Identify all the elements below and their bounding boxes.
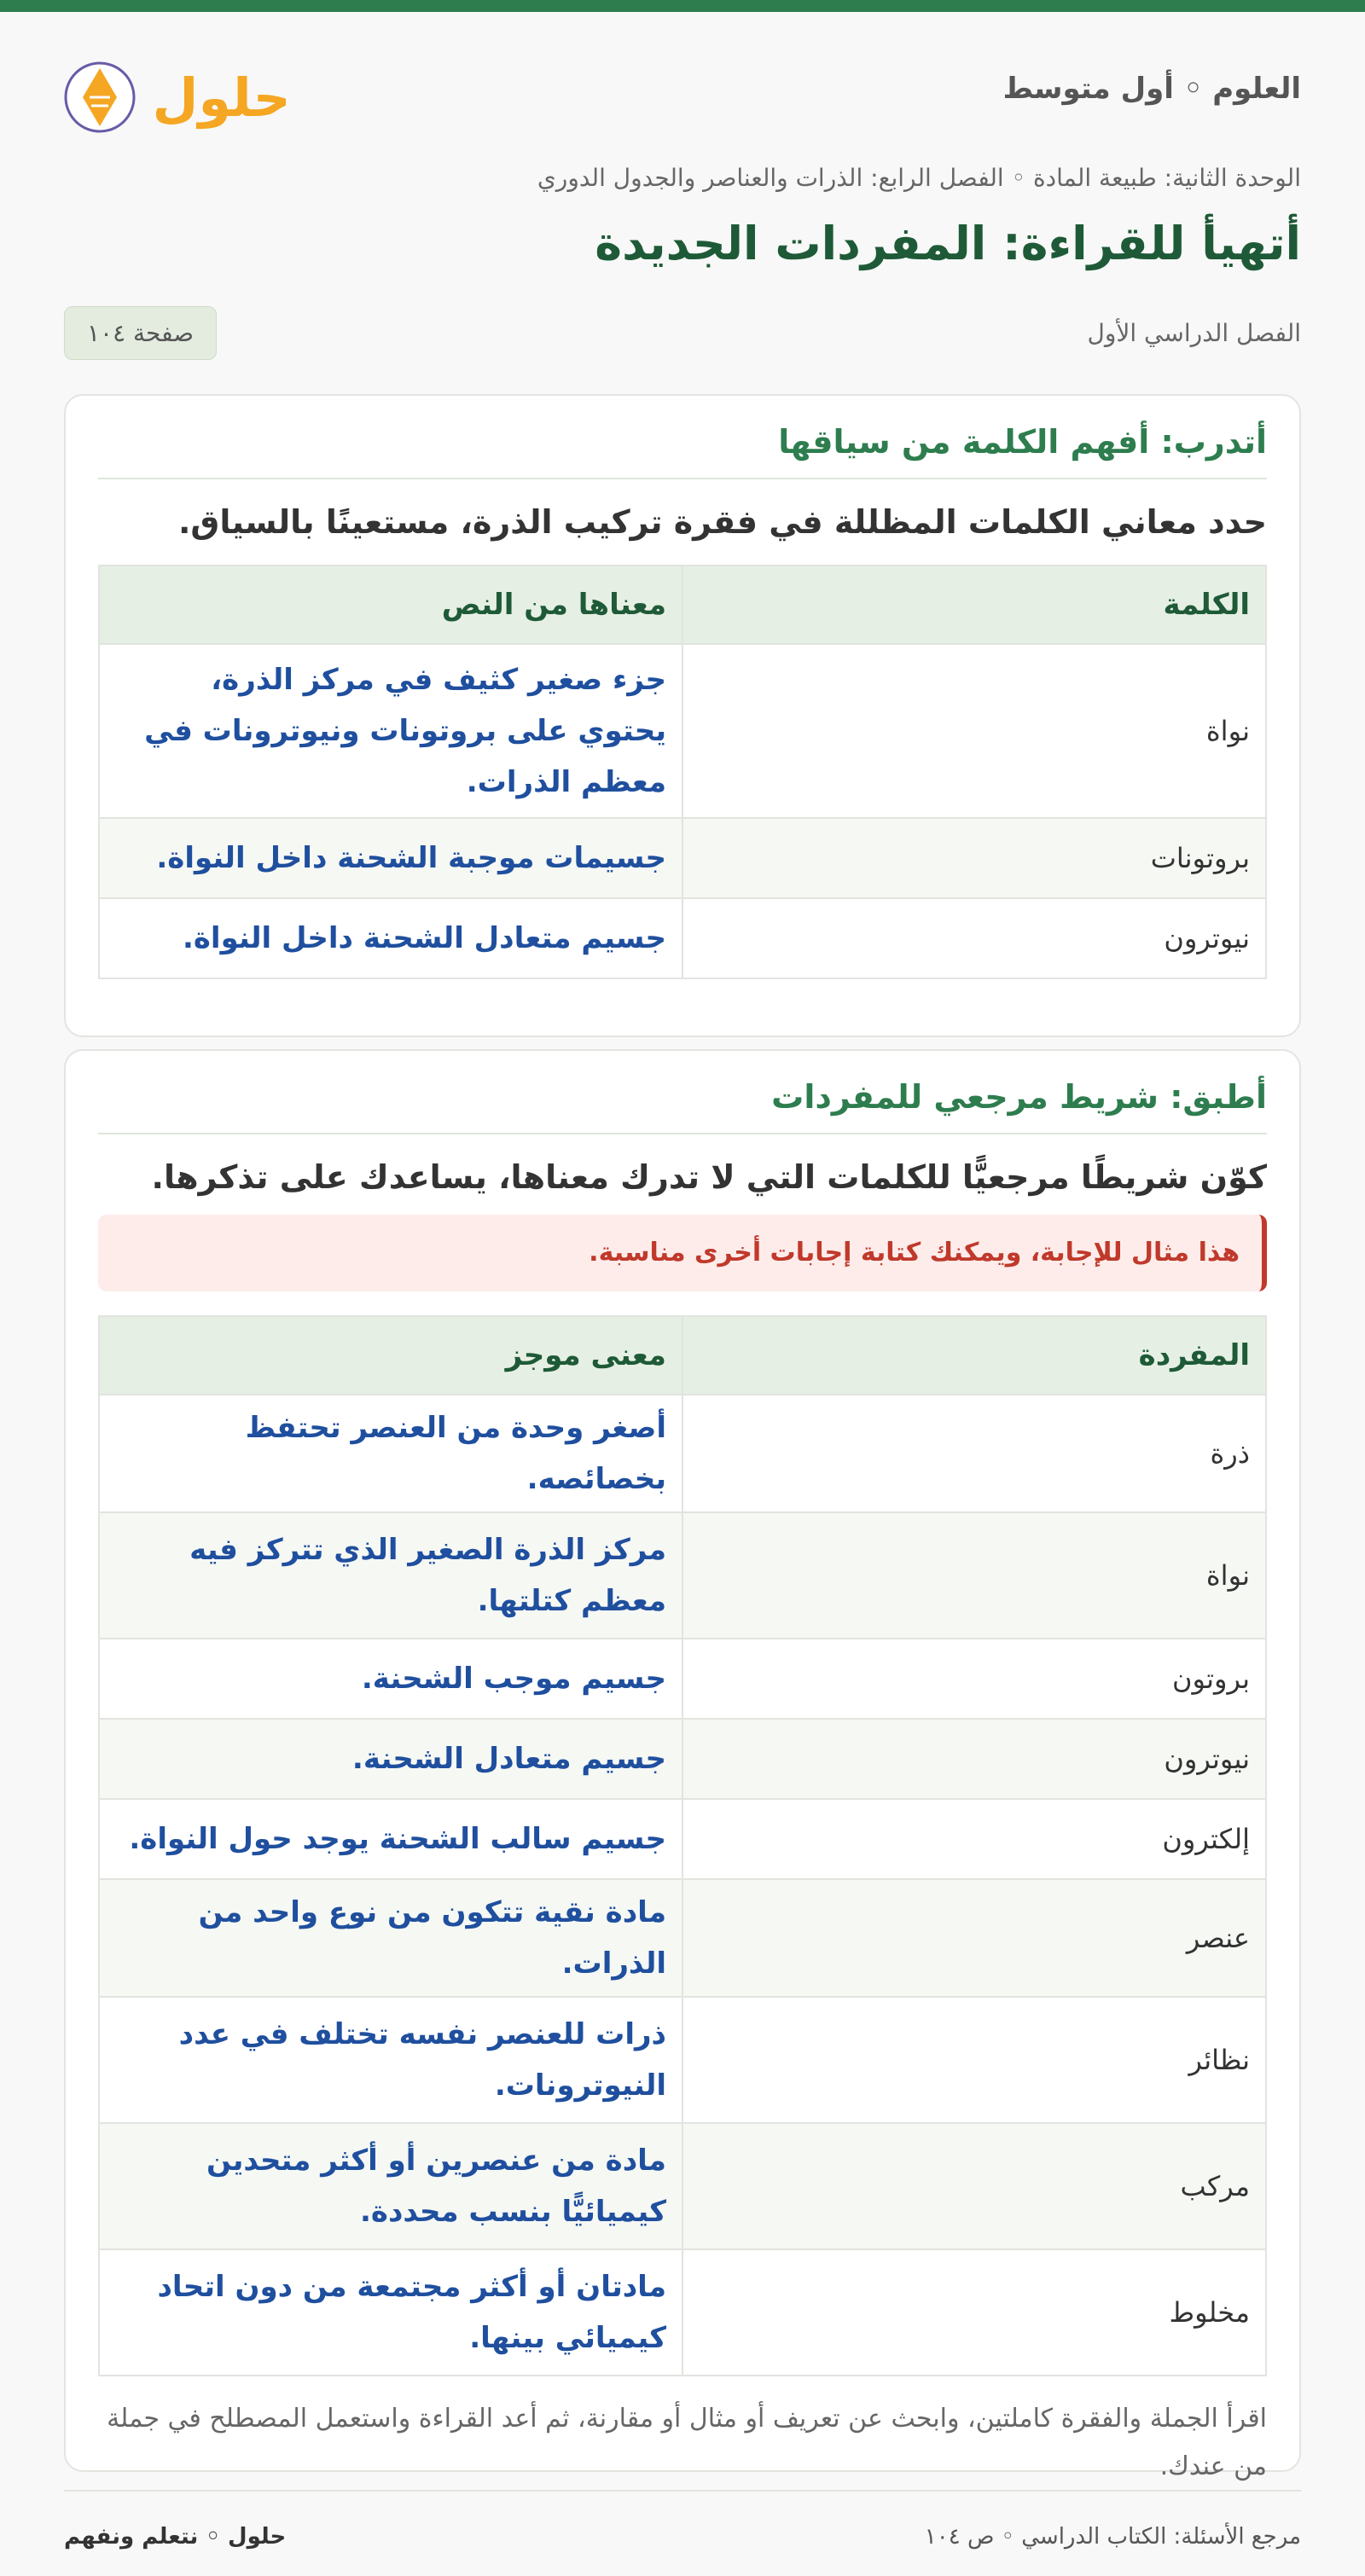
word-cell: بروتون (682, 1639, 1266, 1719)
footer-brand[interactable]: حلول ◦ نتعلم ونفهم (64, 2524, 287, 2550)
meaning-cell: ذرات للعنصر نفسه تختلف في عدد النيوترونات. (99, 1997, 682, 2123)
section-instruction: حدد معاني الكلمات المظللة في فقرة تركيب الذرة، مستعينًا بالسياق. (177, 503, 1267, 541)
logo-emblem-icon (64, 55, 286, 140)
column-header-word: الكلمة (682, 566, 1266, 644)
word-cell: مركب (682, 2123, 1266, 2249)
section-title: أتدرب: أفهم الكلمة من سياقها (98, 423, 1267, 479)
page-header (64, 12, 1301, 157)
meaning-cell: مادة نقية تتكون من نوع واحد من الذرات. (99, 1879, 682, 1997)
breadcrumb: الوحدة الثانية: طبيعة المادة ◦ الفصل الرابع: الذرات والعناصر والجدول الدوري (537, 164, 1301, 192)
table-header-row (99, 566, 1266, 644)
word-cell: نظائر (682, 1997, 1266, 2123)
table-row (99, 818, 1266, 898)
column-header-term: المفردة (682, 1316, 1266, 1395)
word-cell: مخلوط (682, 2249, 1266, 2376)
brand-logo[interactable] (64, 55, 286, 140)
footer-divider (64, 2490, 1301, 2492)
word-cell: إلكترون (682, 1799, 1266, 1879)
word-cell: عنصر (682, 1879, 1266, 1997)
table-row (99, 2123, 1266, 2249)
example-answer-note: هذا مثال للإجابة، ويمكنك كتابة إجابات أخرى مناسبة. (98, 1215, 1267, 1291)
logo-text: حلول (152, 67, 286, 129)
meaning-cell: جسيمات موجبة الشحنة داخل النواة. (99, 818, 682, 898)
table-row (99, 1639, 1266, 1719)
table-row (99, 1997, 1266, 2123)
page-number-badge: صفحة ١٠٤ (64, 306, 217, 360)
section-title: أطبق: شريط مرجعي للمفردات (98, 1078, 1267, 1134)
word-cell: نيوترون (682, 898, 1266, 978)
reference-strip-card (64, 1049, 1301, 2481)
table-row (99, 1719, 1266, 1799)
word-cell: نواة (682, 1512, 1266, 1639)
column-header-brief-meaning: معنى موجز (99, 1316, 682, 1395)
meaning-cell: مادة من عنصرين أو أكثر متحدين كيميائيًّا بنسب محددة. (99, 2123, 682, 2249)
table-row (99, 1395, 1266, 1512)
meaning-cell: جسيم متعادل الشحنة داخل النواة. (99, 898, 682, 978)
table-row (99, 898, 1266, 978)
column-header-meaning: معناها من النص (99, 566, 682, 644)
word-cell: نواة (682, 644, 1266, 818)
meaning-cell: جزء صغير كثيف في مركز الذرة، يحتوي على بروتونات ونيوترونات في معظم الذرات. (99, 644, 682, 818)
table-row (99, 1512, 1266, 1639)
term-label: الفصل الدراسي الأول (1087, 319, 1301, 347)
table-header-row (99, 1316, 1266, 1395)
section-instruction: كوّن شريطًا مرجعيًّا للكلمات التي لا تدرك معناها، يساعدك على تذكرها. (151, 1158, 1267, 1196)
meaning-cell: جسيم موجب الشحنة. (99, 1639, 682, 1719)
table-row (99, 2249, 1266, 2376)
footer-reference: مرجع الأسئلة: الكتاب الدراسي ◦ ص ١٠٤ (924, 2524, 1301, 2550)
vocabulary-table (98, 565, 1267, 979)
word-cell: بروتونات (682, 818, 1266, 898)
meaning-cell: جسيم سالب الشحنة يوجد حول النواة. (99, 1799, 682, 1879)
meaning-cell: جسيم متعادل الشحنة. (99, 1719, 682, 1799)
table-row (99, 1799, 1266, 1879)
page (64, 12, 1301, 2576)
meaning-cell: مركز الذرة الصغير الذي تتركز فيه معظم كتلتها. (99, 1512, 682, 1639)
vocabulary-reference-table (98, 1315, 1267, 2376)
table-row (99, 1879, 1266, 1997)
meaning-cell: مادتان أو أكثر مجتمعة من دون اتحاد كيميائي بينها. (99, 2249, 682, 2376)
context-exercise-card (64, 394, 1301, 1037)
reading-hint: اقرأ الجملة والفقرة كاملتين، وابحث عن تعريف أو مثال أو مقارنة، ثم أعد القراءة واستعمل المصطلح في جملة من عندك. (107, 2404, 1267, 2481)
top-accent-bar (0, 0, 1365, 12)
subject-label: العلوم ◦ أول متوسط (1002, 72, 1301, 106)
meaning-cell: أصغر وحدة من العنصر تحتفظ بخصائصه. (99, 1395, 682, 1512)
page-title: أتهيأ للقراءة: المفردات الجديدة (595, 217, 1301, 270)
table-row (99, 644, 1266, 818)
word-cell: ذرة (682, 1395, 1266, 1512)
word-cell: نيوترون (682, 1719, 1266, 1799)
